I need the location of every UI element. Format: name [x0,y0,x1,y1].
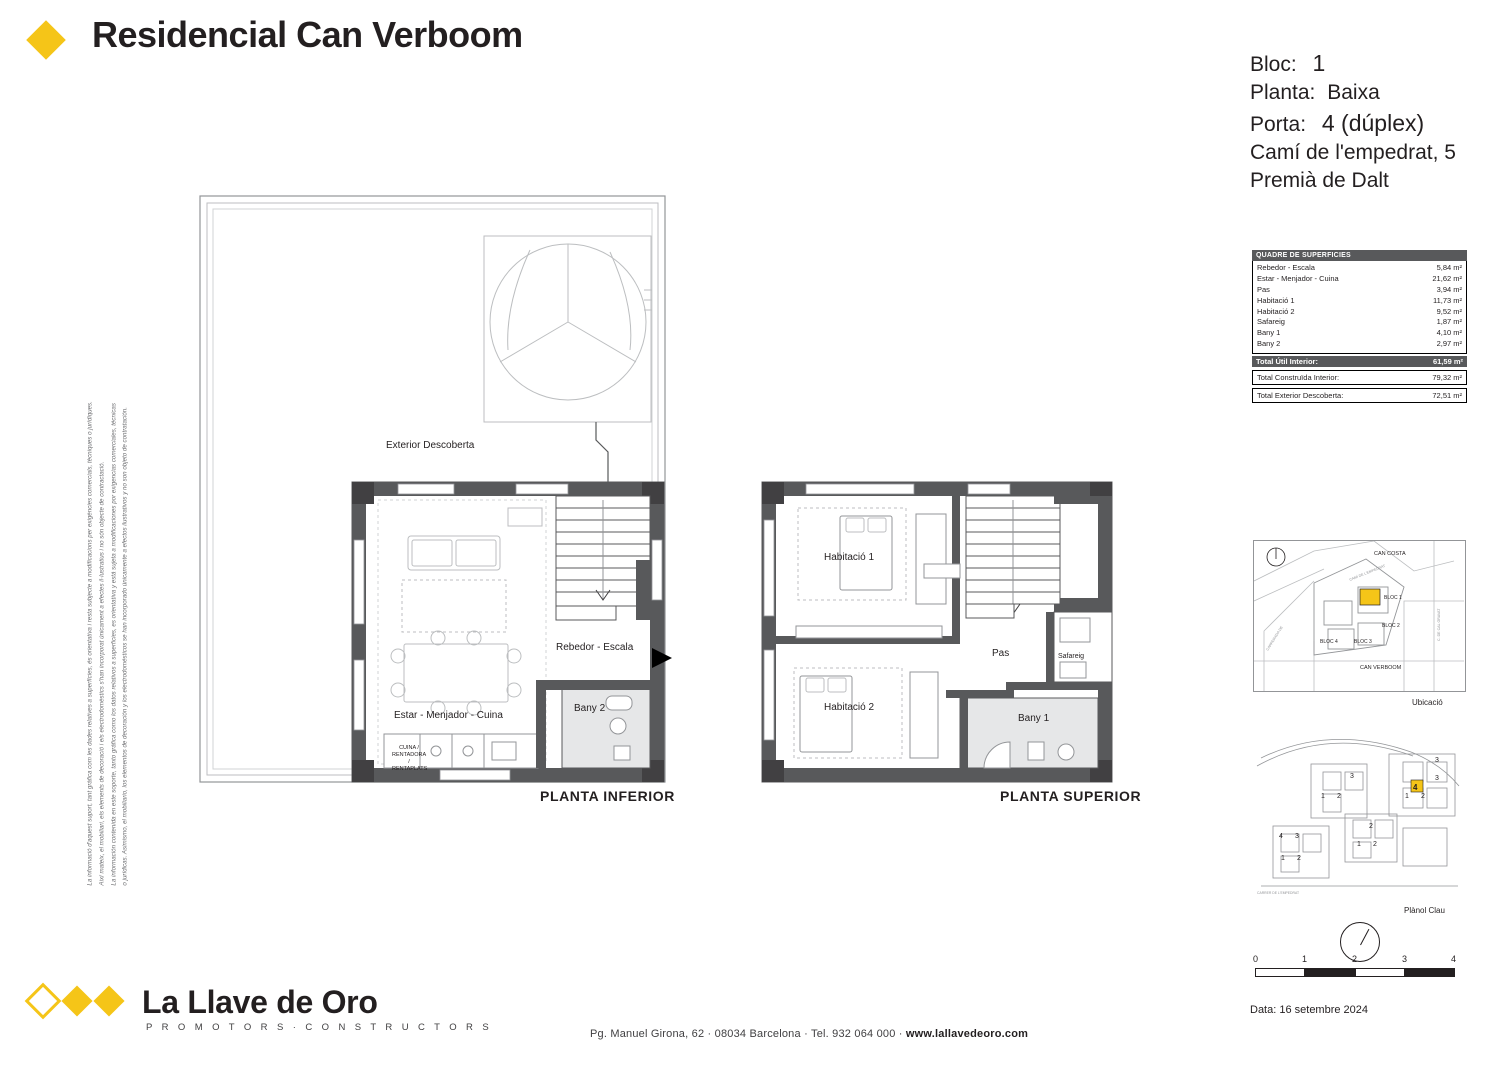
svg-text:CARRER DE L'EMPEDRAT: CARRER DE L'EMPEDRAT [1257,891,1300,895]
caption-planta-superior: PLANTA SUPERIOR [1000,788,1142,804]
total-util-label: Total Útil Interior: [1256,357,1318,366]
planol-clau-caption: Plànol Clau [1404,906,1445,915]
table-row [1257,317,1462,328]
svg-text:BLOC 3: BLOC 3 [1354,639,1372,645]
total-construida-label: Total Construïda Interior: [1257,373,1340,382]
row-name: Habitació 1 [1257,295,1295,305]
table-row [1257,263,1462,274]
total-exterior-label: Total Exterior Descoberta: [1257,391,1344,400]
surface-total-exterior [1252,388,1467,403]
lower-entry-wall [636,560,650,620]
footer-address [590,1028,1028,1040]
footer-brand-subtitle: P R O M O T O R S · C O N S T R U C T O R S [146,1022,493,1033]
footer-website[interactable]: www.lallavedeoro.com [905,1028,1029,1040]
row-value: 9,52 m² [1436,306,1462,316]
label-rebedor-escala: Rebedor - Escala [556,642,634,653]
svg-text:CAN COSTA: CAN COSTA [1374,551,1406,557]
label-habitacio1: Habitació 1 [824,552,875,563]
legal-line-3: La información contenida en este soporte, tanto gráfica como los datos relativos a superficies, es orientativa y está sujeta a modificaciones por exigencias comerciales, técnicas [110,403,117,886]
label-habitacio2: Habitació 2 [824,702,875,713]
lower-staircase [556,496,650,620]
row-value: 3,94 m² [1436,284,1462,294]
footer-address-text: Pg. Manuel Girona, 62 · 08034 Barcelona · Tel. 932 064 000 · [590,1028,906,1040]
row-name: Bany 1 [1257,328,1281,338]
surface-total-construida [1252,370,1467,385]
property-address-line1: Camí de l'empedrat, 5 [1250,141,1456,165]
row-name: Bany 2 [1257,339,1281,349]
row-value: 5,84 m² [1436,263,1462,272]
svg-text:3: 3 [1295,833,1299,840]
label-bany2: Bany 2 [574,703,606,714]
total-util-value: 61,59 m² [1432,357,1463,366]
scale-tick: 3 [1402,954,1408,964]
caption-planta-inferior: PLANTA INFERIOR [540,788,675,804]
surface-total-util [1252,356,1467,367]
label-pas: Pas [992,648,1010,659]
scale-seg [1255,968,1305,977]
table-row [1257,274,1462,285]
table-row [1257,328,1462,339]
property-planta-label: Planta: [1250,81,1316,105]
svg-text:BLOC 2: BLOC 2 [1382,623,1400,629]
scale-tick: 0 [1253,954,1259,964]
svg-text:4: 4 [1279,833,1283,840]
habitacio2-furniture [794,668,938,758]
row-value: 4,10 m² [1436,328,1462,338]
svg-text:1: 1 [1357,841,1361,848]
svg-text:CARRERADA DE: CARRERADA DE [1265,625,1284,652]
scale-seg [1355,968,1405,977]
table-row [1257,285,1462,296]
svg-text:3: 3 [1350,773,1354,780]
row-value: 2,97 m² [1436,339,1462,349]
scale-tick: 2 [1352,954,1358,964]
highlighted-unit-number: 4 [1413,783,1418,792]
ubicacio-caption: Ubicació [1412,698,1443,707]
svg-text:2: 2 [1337,793,1341,800]
ubicacio-map [1253,540,1466,692]
scale-seg [1405,968,1455,977]
row-name: Estar - Menjador - Cuina [1257,273,1339,283]
row-name: Safareig [1257,317,1285,327]
safareig-room [1054,612,1112,682]
label-appliances: CUINA / RENTADORA / RENTAPLATS [392,745,428,773]
surface-table-body [1252,261,1467,354]
property-planta [1250,79,1456,107]
surface-table [1252,250,1467,403]
north-compass-icon [1340,922,1380,962]
svg-text:2: 2 [1369,823,1373,830]
planol-clau-map [1253,718,1466,898]
legal-line-2: Així mateix, el mobiliari, els elements de decoració i els electrodomèstics s'han incorporat únicament a efectes il·lustratius i no són objecte de contractació. [98,461,106,886]
property-bloc-label: Bloc: [1250,53,1297,76]
scale-tick: 4 [1451,954,1457,964]
table-row [1257,296,1462,307]
legal-line-4: o jurídicas. Asimismo, el mobiliario, los elementos de decoración y los electrodomésticos se han incorporado únicamente a efectos ilustrativos y no son objeto de contratación. [121,407,129,886]
property-porta-value: 4 (dúplex) [1321,109,1425,136]
svg-text:1: 1 [1405,793,1409,800]
svg-text:2: 2 [1297,855,1301,862]
row-name: Pas [1257,284,1270,294]
bany1-room [960,690,1098,768]
date-text: Data: 16 setembre 2024 [1250,1004,1369,1016]
scale-seg [1305,968,1355,977]
svg-text:CAMÍ DE L'EMPEDRAT: CAMÍ DE L'EMPEDRAT [1348,563,1386,582]
label-bany1: Bany 1 [1018,713,1050,724]
upper-staircase [966,496,1060,618]
svg-text:1: 1 [1321,793,1325,800]
wardrobe-upper [796,564,960,638]
footer-brand: La Llave de Oro [142,984,378,1020]
svg-text:BLOC 1: BLOC 1 [1384,595,1402,601]
total-construida-value: 79,32 m² [1432,373,1462,382]
legal-line-1: La informació d'aquest suport, tant gràfica com les dades relatives a superfícies, és orientativa i resta subjecte a modificacions per exigències comercials, tècniques o jurídiques. [86,401,94,886]
row-value: 21,62 m² [1432,273,1462,283]
property-address-line2: Premià de Dalt [1250,169,1389,193]
svg-text:CAN VERBOOM: CAN VERBOOM [1360,665,1402,671]
svg-text:3: 3 [1435,757,1439,764]
page-title: Residencial Can Verboom [92,14,523,55]
svg-text:2: 2 [1421,793,1425,800]
property-bloc-value: 1 [1312,50,1326,76]
property-porta [1250,108,1456,139]
total-exterior-value: 72,51 m² [1432,391,1462,400]
scale-bar [1253,954,1465,977]
row-name: Rebedor - Escala [1257,263,1315,272]
svg-text:BLOC 4: BLOC 4 [1320,639,1338,645]
svg-text:C. DE CAL GRAVAT: C. DE CAL GRAVAT [1437,608,1441,641]
svg-text:1: 1 [1281,855,1285,862]
label-safareig: Safareig [1058,653,1085,660]
surface-table-title: QUADRE DE SUPERFICIES [1252,250,1467,261]
property-porta-label: Porta: [1250,112,1307,136]
svg-text:3: 3 [1435,775,1439,782]
table-row [1257,307,1462,318]
property-bloc [1250,48,1456,79]
row-value: 11,73 m² [1432,295,1462,305]
property-info [1250,48,1456,196]
row-name: Habitació 2 [1257,306,1295,316]
table-row [1257,339,1462,350]
row-value: 1,87 m² [1436,317,1462,327]
scale-tick: 1 [1302,954,1308,964]
label-exterior-descoberta: Exterior Descoberta [386,440,475,451]
svg-text:2: 2 [1373,841,1377,848]
property-planta-value: Baixa [1327,81,1380,105]
label-estar-menjador-cuina: Estar - Menjador - Cuina [394,710,503,721]
